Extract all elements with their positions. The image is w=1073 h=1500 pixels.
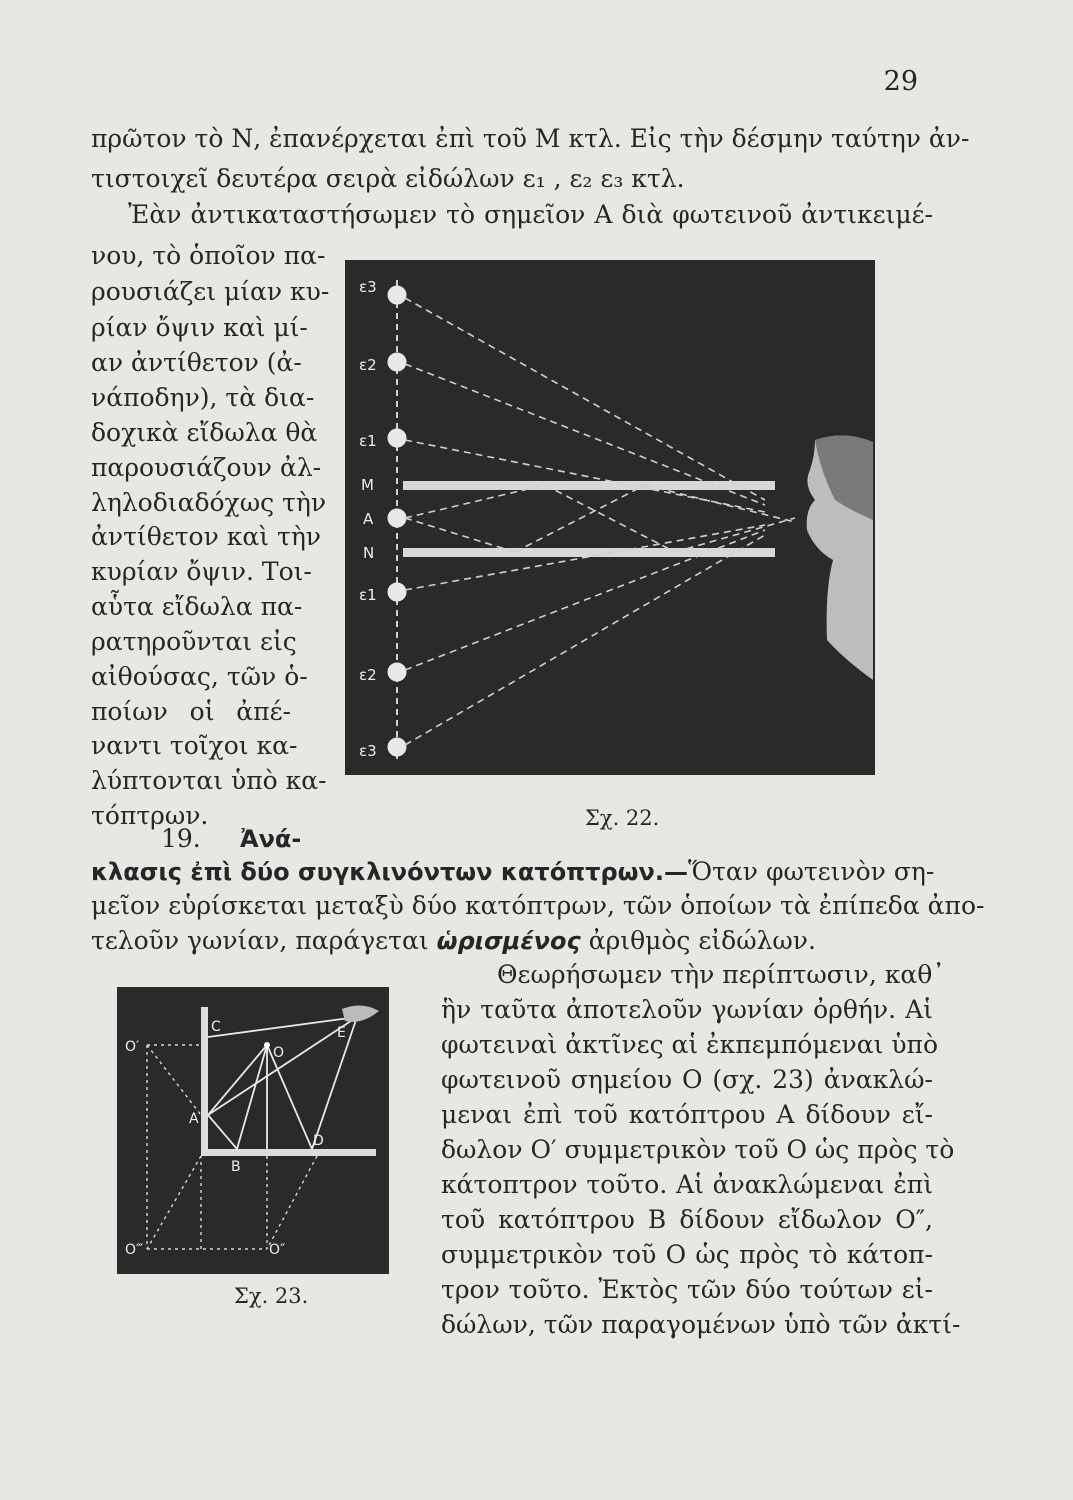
text-line: δώλων, τῶν παραγομένων ὑπὸ τῶν ἀκτί- bbox=[441, 1310, 961, 1339]
mirror-b bbox=[201, 1149, 376, 1156]
text-line: πρῶτον τὸ Ν, ἐπανέρχεται ἐπὶ τοῦ Μ κτλ. Εἰς τὴν δέσμην ταύτην ἀν- bbox=[91, 124, 970, 153]
figure-22 bbox=[345, 260, 875, 775]
text-line: κυρίαν ὄψιν. Τοι- bbox=[91, 557, 312, 586]
text-line: ποίων οἱ ἀπέ- bbox=[91, 697, 291, 726]
text-line: ληλοδιαδόχως τὴν bbox=[91, 488, 327, 517]
figure-23-drawing bbox=[117, 987, 389, 1274]
text-line: Θεωρήσωμεν τὴν περίπτωσιν, καθ᾿ bbox=[497, 960, 945, 989]
text-line: τοῦ κατόπτρου Β δίδουν εἴδωλον Ο″, bbox=[441, 1205, 933, 1234]
fig23-label: O bbox=[273, 1045, 285, 1061]
text-line: φωτεινοῦ σημείου Ο (σχ. 23) ἀνακλώ- bbox=[441, 1065, 933, 1094]
fig22-label: A bbox=[363, 510, 374, 528]
text-line: νου, τὸ ὁποῖον πα- bbox=[91, 241, 326, 270]
text-line: ρίαν ὄψιν καὶ μί- bbox=[91, 313, 308, 342]
text-line: λύπτονται ὑπὸ κα- bbox=[91, 766, 327, 795]
mirror-a bbox=[201, 1007, 208, 1155]
fig23-label: E bbox=[337, 1025, 346, 1041]
figure-22-drawing bbox=[345, 260, 875, 775]
text-line: τόπτρων. bbox=[91, 801, 209, 830]
mirror-m bbox=[403, 481, 775, 490]
text-line: κάτοπτρον τοῦτο. Αἱ ἀνακλώμεναι ἐπὶ bbox=[441, 1170, 933, 1199]
page-number: 29 bbox=[883, 66, 918, 97]
mirror-n bbox=[403, 548, 775, 557]
text-line: ρουσιάζει μίαν κυ- bbox=[91, 277, 330, 306]
fig22-label: M bbox=[361, 476, 374, 494]
text-line: μεναι ἐπὶ τοῦ κατόπτρου Α δίδουν εἴ- bbox=[441, 1100, 933, 1129]
emphasized-word: ὡρισμένος bbox=[436, 927, 581, 955]
text-span: ἀριθμὸς εἰδώλων. bbox=[588, 926, 816, 955]
text-line: ἣν ταῦτα ἀποτελοῦν γωνίαν ὀρθήν. Αἱ bbox=[441, 995, 933, 1024]
text-line: μεῖον εὑρίσκεται μεταξὺ δύο κατόπτρων, τῶν ὁποίων τὰ ἐπίπεδα ἀπο- bbox=[91, 891, 985, 920]
fig22-label: N bbox=[363, 544, 375, 562]
figure-22-caption: Σχ. 22. bbox=[585, 806, 660, 830]
text-line: τρον τοῦτο. Ἐκτὸς τῶν δύο τούτων εἰ- bbox=[441, 1275, 933, 1304]
text-line: αἰθούσας, τῶν ὁ- bbox=[91, 662, 308, 691]
text-line: δοχικὰ εἴδωλα θὰ bbox=[91, 418, 318, 447]
text-line: συμμετρικὸν τοῦ Ο ὡς πρὸς τὸ κάτοπ- bbox=[441, 1240, 933, 1269]
fig23-label: A bbox=[189, 1111, 199, 1127]
section-title-start: Ἀνά- bbox=[240, 825, 302, 853]
fig23-label: O″ bbox=[269, 1242, 286, 1258]
text-line: ρατηροῦνται εἰς bbox=[91, 627, 297, 656]
text-line: νάποδην), τὰ δια- bbox=[91, 383, 315, 412]
fig23-label: D bbox=[313, 1133, 324, 1149]
text-span: τελοῦν γωνίαν, παράγεται bbox=[91, 926, 429, 955]
fig22-label: ε2 bbox=[359, 356, 377, 374]
section-number: 19. bbox=[161, 824, 201, 853]
fig22-label: ε2 bbox=[359, 666, 377, 684]
fig23-label: O′ bbox=[125, 1039, 140, 1055]
text-line: φωτειναὶ ἀκτῖνες αἱ ἐκπεμπόμεναι ὑπὸ bbox=[441, 1030, 939, 1059]
text-line: τιστοιχεῖ δευτέρα σειρὰ εἰδώλων ε₁ , ε₂ ε₃ κτλ. bbox=[91, 164, 685, 193]
text-line: αὗτα εἴδωλα πα- bbox=[91, 592, 303, 621]
fig22-label: ε1 bbox=[359, 432, 377, 450]
fig22-label: ε1 bbox=[359, 586, 377, 604]
figure-23 bbox=[117, 987, 389, 1274]
text-line: δωλον Ο′ συμμετρικὸν τοῦ Ο ὡς πρὸς τὸ bbox=[441, 1135, 955, 1164]
figure-23-caption: Σχ. 23. bbox=[234, 1284, 309, 1308]
text-line: ναντι τοῖχοι κα- bbox=[91, 731, 298, 760]
fig23-label: C bbox=[211, 1019, 221, 1035]
fig23-label: O‴ bbox=[125, 1242, 144, 1258]
text-line: ἀντίθετον καὶ τὴν bbox=[91, 522, 322, 551]
text-line: αν ἀντίθετον (ἀ- bbox=[91, 348, 302, 377]
text-line bbox=[91, 926, 816, 956]
text-line: Ἐὰν ἀντικαταστήσωμεν τὸ σημεῖον Α διὰ φωτεινοῦ ἀντικειμέ- bbox=[128, 200, 933, 229]
fig22-label: ε3 bbox=[359, 742, 377, 760]
fig22-label: ε3 bbox=[359, 278, 377, 296]
section-title: κλασις ἐπὶ δύο συγκλινόντων κατόπτρων.— bbox=[91, 858, 688, 886]
text-line: παρουσιάζουν ἀλ- bbox=[91, 453, 322, 482]
text-span: Ὅταν φωτεινὸν ση- bbox=[688, 857, 935, 886]
section-heading-line bbox=[91, 857, 933, 887]
fig23-label: B bbox=[231, 1159, 241, 1175]
